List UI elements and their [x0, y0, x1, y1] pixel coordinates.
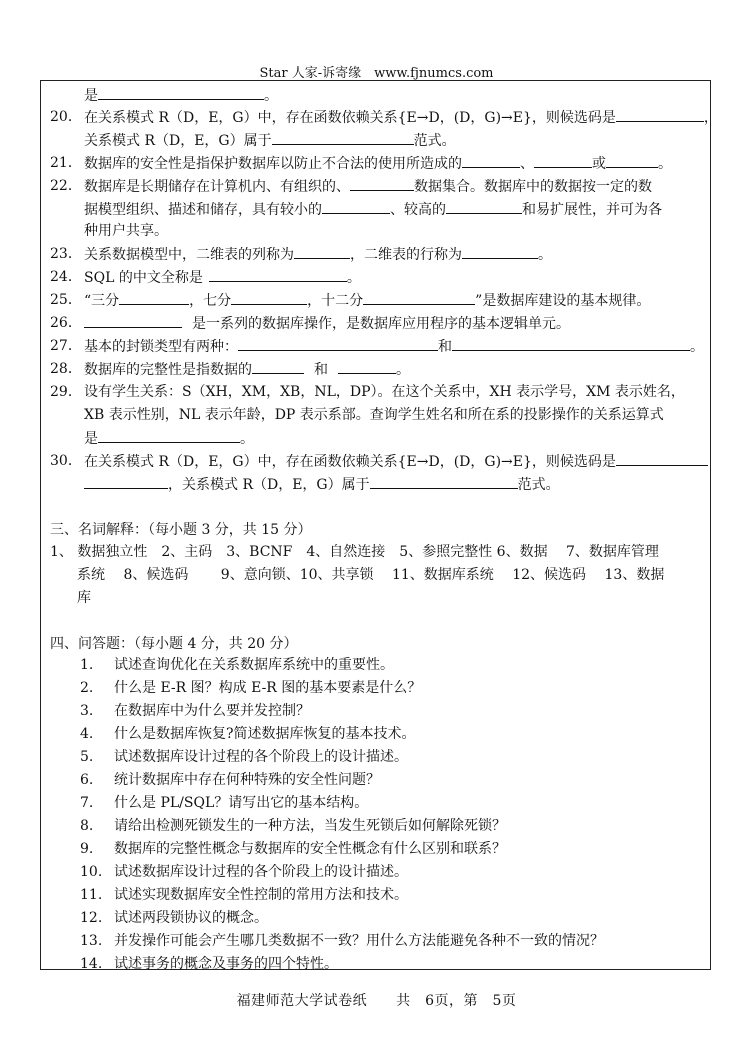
- answer-blank: [252, 360, 304, 374]
- question-text: 数据库的安全性是指保护数据库以防止不合法的使用所造成的: [84, 156, 462, 172]
- qa-item-text: 试述数据库设计过程的各个阶段上的设计描述。: [114, 749, 408, 765]
- section3-title: 三、名词解释：（每小题 3 分，共 15 分）: [50, 522, 312, 538]
- question-23: [84, 245, 552, 264]
- answer-blank: [322, 200, 390, 214]
- qa-item-number: 6.: [80, 772, 94, 788]
- question-text: 关系模式 R（D，E，G）属于: [84, 133, 272, 149]
- question-text: 。: [346, 270, 361, 286]
- qa-item-text: 试述查询优化在关系数据库系统中的重要性。: [114, 657, 394, 673]
- qa-item-text: 试述事务的概念及事务的四个特性。: [114, 956, 338, 972]
- answer-blank: [350, 177, 414, 191]
- answer-blank: [119, 291, 189, 305]
- answer-blank: [84, 475, 168, 489]
- qa-item-text: 试述两段锁协议的概念。: [114, 910, 268, 926]
- question-number: 25．: [50, 292, 82, 308]
- question-text: 。: [538, 247, 552, 263]
- question-text: 关系数据模型中，二维表的列称为: [84, 247, 294, 263]
- qa-item-text: 试述数据库设计过程的各个阶段上的设计描述。: [114, 864, 408, 880]
- answer-blank: [616, 452, 708, 466]
- answer-blank: [294, 245, 350, 259]
- answer-blank: [534, 154, 592, 168]
- answer-blank: [462, 154, 520, 168]
- question-text: 。: [396, 362, 410, 378]
- question-27: [84, 337, 704, 356]
- qa-item-number: 13.: [80, 933, 103, 949]
- question-text: “三分: [84, 293, 120, 309]
- question-20-line2: [84, 131, 456, 150]
- qa-item-text: 什么是 PL/SQL？请写出它的基本结构。: [114, 795, 369, 811]
- question-text: 、: [520, 156, 534, 172]
- question-25: [84, 291, 650, 310]
- section3-line3: 库: [77, 590, 91, 606]
- qa-item-number: 1.: [80, 657, 94, 673]
- qa-item-text: 数据库的完整性概念与数据库的安全性概念有什么区别和联系？: [114, 841, 506, 857]
- answer-blank: [209, 268, 347, 282]
- question-text: 在关系模式 R（D，E，G）中，存在函数依赖关系{E→D，(D，G)→E}，则候选码是: [84, 454, 616, 470]
- qa-item-number: 4.: [80, 726, 94, 742]
- question-number: 20．: [50, 109, 82, 125]
- question-29-line1: 设有学生关系：S（XH，XM，XB，NL，DP）。在这个关系中，XH 表示学号，XM 表示姓名，: [84, 384, 685, 400]
- qa-item-text: 什么是 E-R 图？构成 E-R 图的基本要素是什么？: [114, 680, 422, 696]
- question-text: ，关系模式 R（D，E，G）属于: [168, 477, 370, 493]
- qa-item-text: 请给出检测死锁发生的一种方法，当发生死锁后如何解除死锁？: [114, 818, 506, 834]
- question-text: 范式。: [413, 133, 456, 149]
- answer-blank: [446, 200, 522, 214]
- answer-blank: [616, 108, 704, 122]
- qa-item-text: 统计数据库中存在何种特殊的安全性问题？: [114, 772, 380, 788]
- question-text: 据模型组织、描述和储存，具有较小的: [84, 202, 322, 218]
- question-number: 27．: [50, 338, 82, 354]
- question-number: 29．: [50, 384, 82, 400]
- question-text: ，七分: [189, 293, 232, 309]
- section4-title: 四、问答题：（每小题 4 分，共 20 分）: [50, 636, 298, 652]
- question-text: 数据库的完整性是指数据的: [84, 362, 252, 378]
- question-number: 26．: [50, 315, 82, 331]
- question-text: 在关系模式 R（D，E，G）中，存在函数依赖关系{E→D，(D，G)→E}，则候选码是: [84, 110, 616, 126]
- answer-blank: [272, 131, 414, 145]
- page-header: Star 人家-诉寄缘 www.fjnumcs.com: [259, 66, 494, 81]
- qa-item-text: 并发操作可能会产生哪几类数据不一致？用什么方法能避免各种不一致的情况？: [114, 933, 604, 949]
- question-text: 数据集合。数据库中的数据按一定的数: [414, 179, 652, 195]
- question-24: [84, 268, 361, 287]
- question-number: 24．: [50, 269, 82, 285]
- answer-blank: [84, 314, 182, 328]
- question-text: 。: [658, 156, 672, 172]
- question-number: 22．: [50, 178, 82, 194]
- question-text: ，: [703, 110, 718, 126]
- qa-item-number: 7.: [80, 795, 94, 811]
- question-text: 、较高的: [390, 202, 446, 218]
- prev-question-tail: [84, 86, 278, 105]
- qa-item-number: 5.: [80, 749, 94, 765]
- question-text: 和易扩展性，并可为各: [522, 202, 662, 218]
- answer-blank: [462, 245, 538, 259]
- question-30-line1: [84, 452, 708, 471]
- question-text: SQL 的中文全称是: [84, 270, 203, 286]
- qa-item-number: 10.: [80, 864, 103, 880]
- section3-line2: 系统 8、候选码 9、意向锁、10、共享锁 11、数据库系统 12、候选码 13、数据: [77, 567, 665, 583]
- section3-line1: 1、 数据独立性 2、主码 3、BCNF 4、自然连接 5、参照完整性 6、数据 7、数据库管理: [50, 544, 659, 560]
- page-footer: 福建师范大学试卷纸 共 6页，第 5页: [236, 993, 517, 1009]
- question-text: 是: [84, 431, 98, 447]
- prev-tail-suffix: 。: [264, 88, 278, 104]
- answer-blank: [338, 360, 396, 374]
- question-text: 或: [592, 156, 606, 172]
- answer-blank: [98, 86, 264, 100]
- question-29-line2: XB 表示性别，NL 表示年龄，DP 表示系部。查询学生姓名和所在系的投影操作的关系运算式: [84, 407, 664, 423]
- answer-blank: [606, 154, 658, 168]
- qa-item-number: 12.: [80, 910, 103, 926]
- question-29-line3: [84, 429, 254, 448]
- qa-item-number: 11.: [80, 887, 103, 903]
- question-22-line2: [84, 200, 662, 219]
- question-26: [84, 314, 570, 333]
- question-number: 28．: [50, 361, 82, 377]
- question-number: 21．: [50, 155, 82, 171]
- question-text: 。: [240, 431, 254, 447]
- qa-item-number: 2.: [80, 680, 94, 696]
- qa-item-number: 9.: [80, 841, 94, 857]
- prev-tail-prefix: 是: [84, 88, 98, 104]
- question-number: 23．: [50, 246, 82, 262]
- question-22-line3: 种用户共享。: [84, 223, 168, 239]
- answer-blank: [238, 337, 438, 351]
- question-20-line1: [84, 108, 718, 127]
- question-28: [84, 360, 410, 379]
- answer-blank: [98, 429, 240, 443]
- qa-item-text: 什么是数据库恢复?简述数据库恢复的基本技术。: [114, 726, 416, 742]
- question-text: ”是数据库建设的基本规律。: [475, 293, 651, 309]
- qa-item-text: 在数据库中为什么要并发控制？: [114, 703, 310, 719]
- qa-item-text: 试述实现数据库安全性控制的常用方法和技术。: [114, 887, 408, 903]
- question-text: 范式。: [517, 477, 560, 493]
- question-number: 30．: [50, 453, 82, 469]
- question-21: [84, 154, 672, 173]
- question-text: 和: [438, 339, 452, 355]
- answer-blank: [231, 291, 307, 305]
- question-text: 数据库是长期储存在计算机内、有组织的、: [84, 179, 350, 195]
- answer-blank: [452, 337, 690, 351]
- qa-item-number: 3.: [80, 703, 94, 719]
- answer-blank: [370, 475, 518, 489]
- question-text: 基本的封锁类型有两种：: [84, 339, 238, 355]
- question-text: ，十二分: [307, 293, 364, 309]
- question-text: 。: [690, 339, 704, 355]
- qa-item-number: 8.: [80, 818, 94, 834]
- answer-blank: [363, 291, 475, 305]
- question-text: ，二维表的行称为: [350, 247, 462, 263]
- question-30-line2: [84, 475, 560, 494]
- question-22-line1: [84, 177, 652, 196]
- question-text: 是一系列的数据库操作，是数据库应用程序的基本逻辑单元。: [192, 316, 570, 332]
- qa-item-number: 14.: [80, 956, 103, 972]
- question-text: 和: [314, 362, 328, 378]
